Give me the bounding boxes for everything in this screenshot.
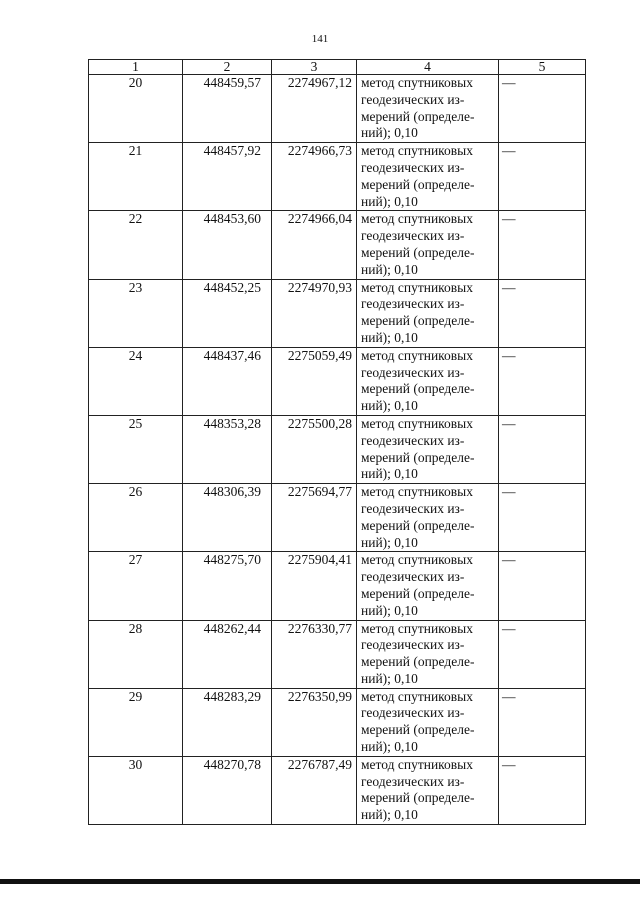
point-number-cell: 25 xyxy=(89,415,183,483)
x-coordinate-cell: 448457,92 xyxy=(183,143,272,211)
y-coordinate-cell: 2275904,41 xyxy=(272,552,357,620)
point-number-cell: 27 xyxy=(89,552,183,620)
method-text-line: мерений (определе- xyxy=(361,381,475,397)
header-col-4: 4 xyxy=(357,60,499,75)
y-coordinate-cell: 2275059,49 xyxy=(272,347,357,415)
table-row xyxy=(89,552,586,620)
point-number-cell: 29 xyxy=(89,688,183,756)
method-cell xyxy=(357,756,499,824)
method-text-line: метод спутниковых xyxy=(361,143,473,159)
page-number: 141 xyxy=(311,33,329,45)
y-coordinate-cell: 2274967,12 xyxy=(272,75,357,143)
x-coordinate-cell: 448459,57 xyxy=(183,75,272,143)
method-text-line: метод спутниковых xyxy=(361,75,473,90)
table-row xyxy=(89,211,586,279)
x-coordinate-cell: 448453,60 xyxy=(183,211,272,279)
method-cell xyxy=(357,211,499,279)
table-row xyxy=(89,756,586,824)
method-cell xyxy=(357,279,499,347)
note-cell: — xyxy=(499,552,586,620)
method-text-line: мерений (определе- xyxy=(361,722,475,738)
table-row xyxy=(89,75,586,143)
x-coordinate-cell: 448275,70 xyxy=(183,552,272,620)
method-text-line: метод спутниковых xyxy=(361,279,473,295)
table-row xyxy=(89,415,586,483)
table-row xyxy=(89,688,586,756)
table-row xyxy=(89,620,586,688)
y-coordinate-cell: 2276787,49 xyxy=(272,756,357,824)
method-text-line: метод спутниковых xyxy=(361,688,473,704)
note-cell: — xyxy=(499,279,586,347)
method-text-line: геодезических из- xyxy=(361,500,465,516)
method-cell xyxy=(357,347,499,415)
note-cell: — xyxy=(499,756,586,824)
x-coordinate-cell: 448437,46 xyxy=(183,347,272,415)
y-coordinate-cell: 2276330,77 xyxy=(272,620,357,688)
method-text-line: геодезических из- xyxy=(361,705,465,721)
note-cell: — xyxy=(499,484,586,552)
table-body xyxy=(89,75,586,825)
method-text-line: геодезических из- xyxy=(361,91,465,107)
point-number-cell: 26 xyxy=(89,484,183,552)
method-text-line: ний); 0,10 xyxy=(361,466,418,482)
note-cell: — xyxy=(499,143,586,211)
note-cell: — xyxy=(499,620,586,688)
method-text-line: метод спутниковых xyxy=(361,620,473,636)
y-coordinate-cell: 2274970,93 xyxy=(272,279,357,347)
x-coordinate-cell: 448283,29 xyxy=(183,688,272,756)
y-coordinate-cell: 2274966,73 xyxy=(272,143,357,211)
method-text-line: мерений (определе- xyxy=(361,790,475,806)
method-text-line: геодезических из- xyxy=(361,432,465,448)
method-text-line: метод спутниковых xyxy=(361,211,473,227)
method-text-line: геодезических из- xyxy=(361,228,465,244)
method-text-line: ний); 0,10 xyxy=(361,534,418,550)
x-coordinate-cell: 448270,78 xyxy=(183,756,272,824)
bottom-rule xyxy=(0,879,640,884)
method-text-line: мерений (определе- xyxy=(361,517,475,533)
method-cell xyxy=(357,484,499,552)
y-coordinate-cell: 2275694,77 xyxy=(272,484,357,552)
method-text-line: ний); 0,10 xyxy=(361,739,418,755)
header-row xyxy=(89,60,586,75)
table-row xyxy=(89,347,586,415)
method-text-line: ний); 0,10 xyxy=(361,602,418,618)
point-number-cell: 28 xyxy=(89,620,183,688)
method-text-line: метод спутниковых xyxy=(361,756,473,772)
method-cell xyxy=(357,143,499,211)
point-number-cell: 21 xyxy=(89,143,183,211)
table-row xyxy=(89,484,586,552)
method-text-line: ний); 0,10 xyxy=(361,261,418,277)
method-text-line: мерений (определе- xyxy=(361,313,475,329)
method-text-line: мерений (определе- xyxy=(361,585,475,601)
header-col-2: 2 xyxy=(183,60,272,75)
table-header xyxy=(89,60,586,75)
method-cell xyxy=(357,620,499,688)
y-coordinate-cell: 2275500,28 xyxy=(272,415,357,483)
point-number-cell: 23 xyxy=(89,279,183,347)
x-coordinate-cell: 448353,28 xyxy=(183,415,272,483)
method-cell xyxy=(357,552,499,620)
header-col-3: 3 xyxy=(272,60,357,75)
point-number-cell: 22 xyxy=(89,211,183,279)
note-cell: — xyxy=(499,75,586,143)
method-text-line: мерений (определе- xyxy=(361,176,475,192)
method-text-line: ний); 0,10 xyxy=(361,329,418,345)
method-text-line: мерений (определе- xyxy=(361,108,475,124)
method-text-line: геодезических из- xyxy=(361,159,465,175)
method-cell xyxy=(357,75,499,143)
method-text-line: мерений (определе- xyxy=(361,449,475,465)
method-text-line: метод спутниковых xyxy=(361,552,473,568)
y-coordinate-cell: 2274966,04 xyxy=(272,211,357,279)
point-number-cell: 30 xyxy=(89,756,183,824)
method-text-line: ний); 0,10 xyxy=(361,398,418,414)
method-text-line: метод спутниковых xyxy=(361,347,473,363)
point-number-cell: 24 xyxy=(89,347,183,415)
x-coordinate-cell: 448262,44 xyxy=(183,620,272,688)
method-text-line: метод спутниковых xyxy=(361,484,473,500)
method-text-line: мерений (определе- xyxy=(361,654,475,670)
y-coordinate-cell: 2276350,99 xyxy=(272,688,357,756)
method-text-line: ний); 0,10 xyxy=(361,193,418,209)
method-text-line: геодезических из- xyxy=(361,637,465,653)
note-cell: — xyxy=(499,415,586,483)
method-text-line: мерений (определе- xyxy=(361,244,475,260)
method-text-line: геодезических из- xyxy=(361,364,465,380)
method-cell xyxy=(357,415,499,483)
header-col-1: 1 xyxy=(89,60,183,75)
method-text-line: ний); 0,10 xyxy=(361,670,418,686)
method-text-line: геодезических из- xyxy=(361,569,465,585)
method-text-line: геодезических из- xyxy=(361,296,465,312)
table-row xyxy=(89,143,586,211)
method-text-line: метод спутниковых xyxy=(361,415,473,431)
method-text-line: ний); 0,10 xyxy=(361,125,418,141)
x-coordinate-cell: 448452,25 xyxy=(183,279,272,347)
table-row xyxy=(89,279,586,347)
method-text-line: геодезических из- xyxy=(361,773,465,789)
header-col-5: 5 xyxy=(499,60,586,75)
x-coordinate-cell: 448306,39 xyxy=(183,484,272,552)
note-cell: — xyxy=(499,211,586,279)
method-cell xyxy=(357,688,499,756)
coordinates-table xyxy=(88,59,586,825)
method-text-line: ний); 0,10 xyxy=(361,807,418,823)
point-number-cell: 20 xyxy=(89,75,183,143)
note-cell: — xyxy=(499,347,586,415)
note-cell: — xyxy=(499,688,586,756)
